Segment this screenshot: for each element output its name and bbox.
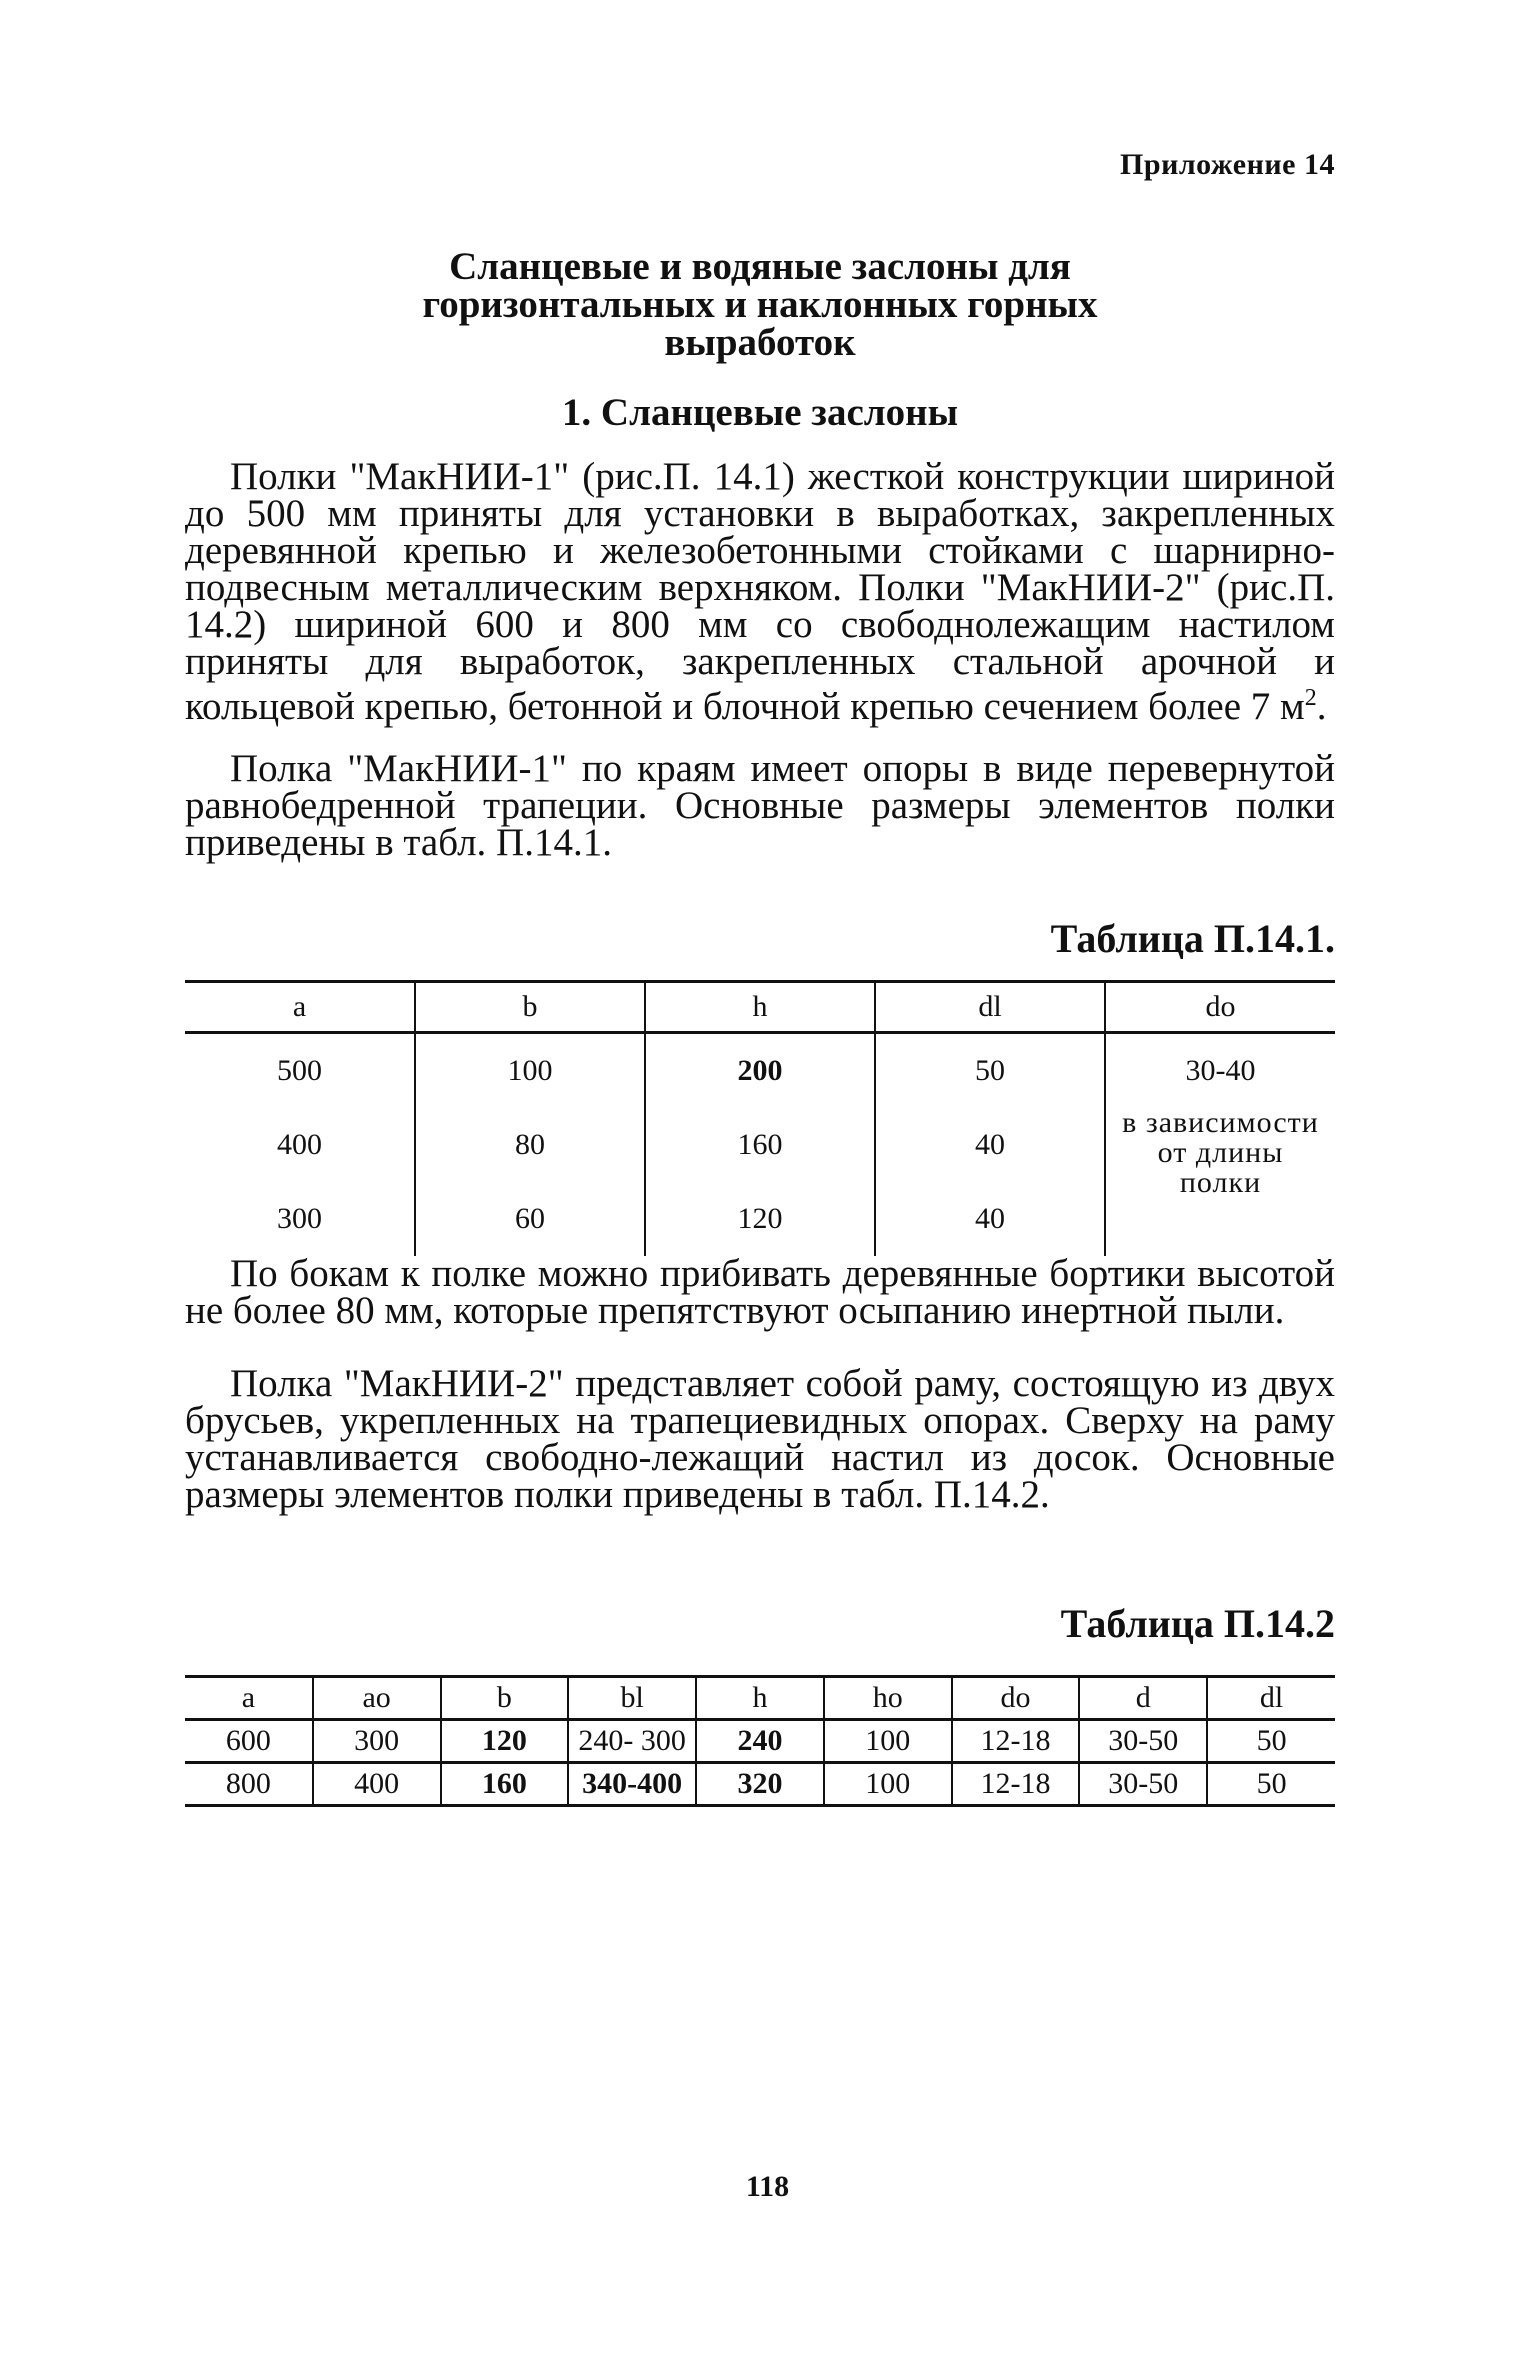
table-cell: 100: [824, 1720, 952, 1763]
table-cell: 800: [185, 1763, 313, 1806]
table-cell: 160: [645, 1108, 875, 1182]
table-1: [185, 980, 1335, 1256]
table-cell: 100: [824, 1763, 952, 1806]
table-1-header-cell: do: [1105, 982, 1335, 1033]
table-2-header-cell: dl: [1207, 1677, 1335, 1720]
table-cell: 300: [313, 1720, 441, 1763]
table-cell: 400: [313, 1763, 441, 1806]
page-title: [360, 245, 1160, 364]
table-1-header-cell: a: [185, 982, 415, 1033]
table-cell: 600: [185, 1720, 313, 1763]
table-2-header-cell: ao: [313, 1677, 441, 1720]
table-1-header-cell: b: [415, 982, 645, 1033]
table-2-caption: Таблица П.14.2: [1060, 1601, 1335, 1646]
paragraph-1-text: Полки "МакНИИ-1" (рис.П. 14.1) жесткой конструкции шириной до 500 мм приняты для установки в выработках, закрепленных деревянной крепью и железобетонными стойками с шарнирно-подвесным металлическим верхняком. Полки "МакНИИ-2" (рис.П. 14.2) шириной 600 и 800 мм со свободнолежащим настилом приняты для выработок, закрепленных стальной арочной и кольцевой крепью, бетонной и блочной крепью сечением более 7 м: [185, 455, 1335, 728]
paragraph-4: Полка "МакНИИ-2" представляет собой раму, состоящую из двух брусьев, укрепленных на трапециевидных опорах. Сверху на раму устанавливается свободно-лежащий настил из досок. Основные размеры элементов полки приведены в табл. П.14.2.: [185, 1362, 1335, 1516]
table-cell: 320: [696, 1763, 824, 1806]
paragraph-1-end: .: [1316, 685, 1327, 728]
section-title: 1. Сланцевые заслоны: [561, 391, 959, 434]
table-row: [185, 1108, 1335, 1182]
table-1-note: в зависимости от длины полки: [1105, 1108, 1335, 1256]
table-2-header-cell: b: [441, 1677, 569, 1720]
table-row: [185, 1033, 1335, 1109]
table-cell: 40: [875, 1108, 1105, 1182]
table-2: [185, 1675, 1335, 1807]
table-1-header-row: [185, 982, 1335, 1033]
table-cell: 30-50: [1079, 1720, 1207, 1763]
table-cell: 60: [415, 1182, 645, 1256]
table-2-header-row: [185, 1677, 1335, 1720]
table-cell: 50: [875, 1033, 1105, 1109]
table-2-header-cell: d: [1079, 1677, 1207, 1720]
table-cell: 50: [1207, 1720, 1335, 1763]
table-cell: 12-18: [952, 1720, 1080, 1763]
table-cell: 50: [1207, 1763, 1335, 1806]
table-2-header-cell: h: [696, 1677, 824, 1720]
title-line-3: выработок: [664, 321, 856, 364]
table-cell: 160: [441, 1763, 569, 1806]
table-cell: 40: [875, 1182, 1105, 1256]
table-row: [185, 1763, 1335, 1806]
table-cell: 120: [441, 1720, 569, 1763]
table-cell: 200: [645, 1033, 875, 1109]
paragraph-1: [185, 455, 1335, 728]
table-cell: 300: [185, 1182, 415, 1256]
paragraph-1-superscript: 2: [1304, 685, 1317, 711]
table-cell: 240: [696, 1720, 824, 1763]
title-line-2: горизонтальных и наклонных горных: [422, 283, 1098, 326]
table-cell: 30-50: [1079, 1763, 1207, 1806]
paragraph-2: Полка "МакНИИ-1" по краям имеет опоры в виде перевернутой равнобедренной трапеции. Основные размеры элементов полки приведены в табл. П.14.1.: [185, 747, 1335, 864]
table-cell: 12-18: [952, 1763, 1080, 1806]
table-cell: 340-400: [568, 1763, 696, 1806]
table-cell: 240- 300: [568, 1720, 696, 1763]
table-cell: 30-40: [1105, 1033, 1335, 1109]
table-2-header-cell: a: [185, 1677, 313, 1720]
page-number: 118: [745, 2170, 790, 2203]
table-row: [185, 1720, 1335, 1763]
table-1-caption: Таблица П.14.1.: [1050, 916, 1335, 961]
title-line-1: Сланцевые и водяные заслоны для: [449, 245, 1071, 288]
table-cell: 120: [645, 1182, 875, 1256]
table-2-header-cell: do: [952, 1677, 1080, 1720]
table-2-header-cell: bl: [568, 1677, 696, 1720]
table-2-header-cell: ho: [824, 1677, 952, 1720]
appendix-label: Приложение 14: [1120, 148, 1335, 181]
table-1-header-cell: dl: [875, 982, 1105, 1033]
table-cell: 500: [185, 1033, 415, 1109]
table-cell: 400: [185, 1108, 415, 1182]
table-cell: 80: [415, 1108, 645, 1182]
table-cell: 100: [415, 1033, 645, 1109]
table-1-header-cell: h: [645, 982, 875, 1033]
paragraph-3: По бокам к полке можно прибивать деревянные бортики высотой не более 80 мм, которые препятствуют осыпанию инертной пыли.: [185, 1252, 1335, 1332]
